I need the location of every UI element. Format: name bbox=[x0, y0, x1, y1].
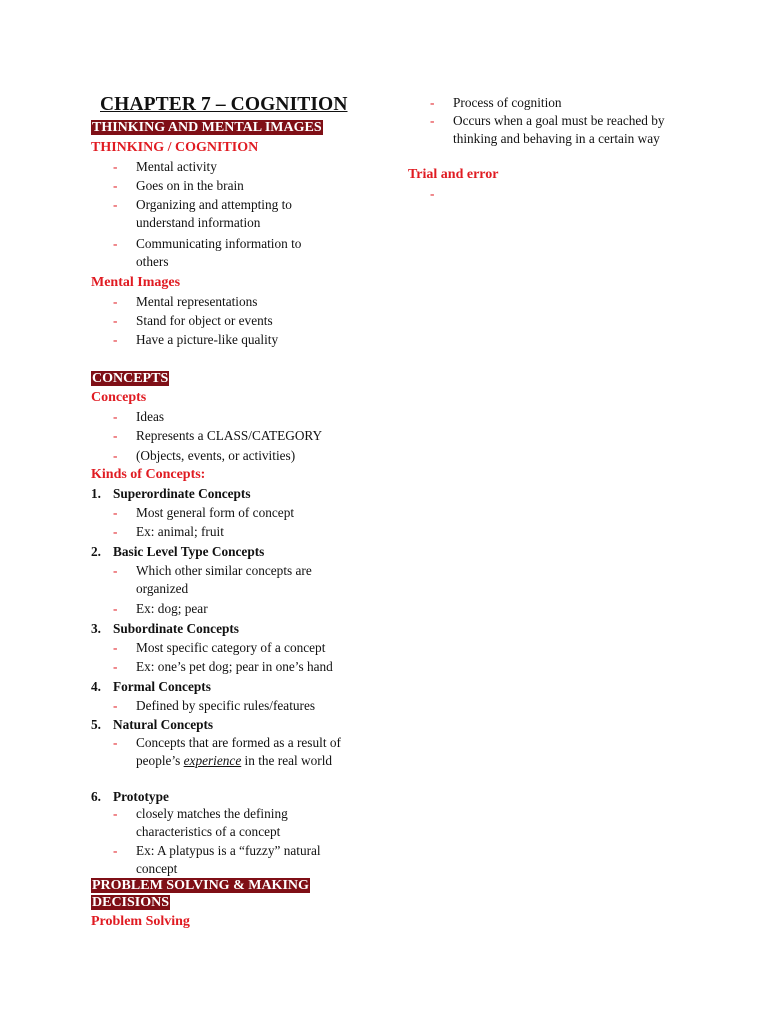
section-heading-problem-solving: PROBLEM SOLVING & MAKING DECISIONS bbox=[92, 878, 309, 910]
subheading-mental-images: Mental Images bbox=[91, 275, 181, 290]
subheading-kinds-of-concepts: Kinds of Concepts: bbox=[91, 467, 206, 482]
section-heading-thinking: THINKING AND MENTAL IMAGES bbox=[92, 120, 322, 135]
chapter-title: CHAPTER 7 – COGNITION bbox=[100, 94, 348, 115]
subheading-trial-and-error: Trial and error bbox=[408, 167, 499, 182]
subheading-concepts: Concepts bbox=[91, 390, 147, 405]
subheading-problem-solving: Problem Solving bbox=[91, 914, 190, 929]
section-heading-concepts: CONCEPTS bbox=[92, 371, 169, 386]
subheading-thinking-cognition: THINKING / COGNITION bbox=[91, 140, 259, 155]
